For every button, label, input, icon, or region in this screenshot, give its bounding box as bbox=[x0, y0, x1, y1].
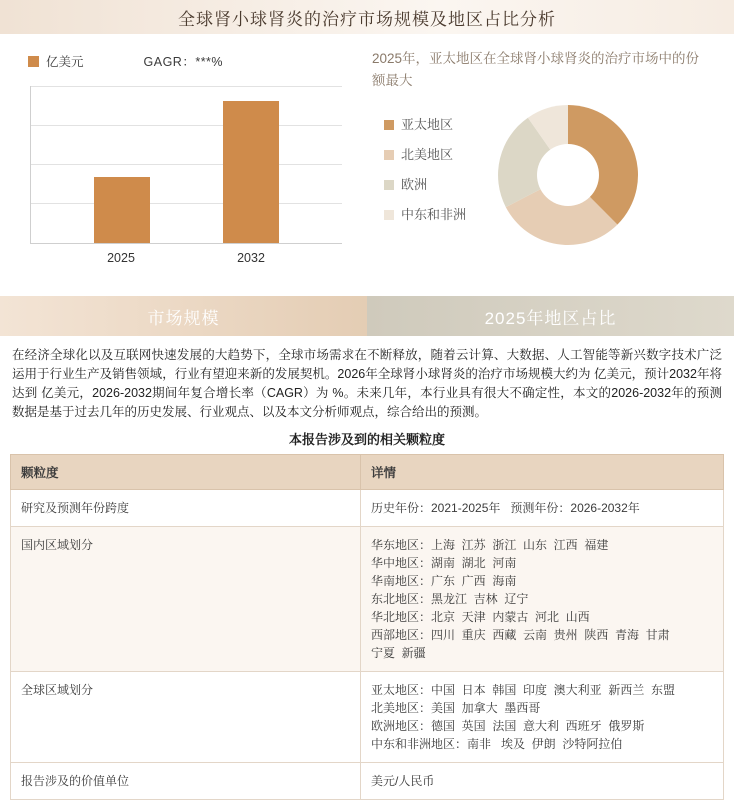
detail-line: 华东地区：上海 江苏 浙江 山东 江西 福建 bbox=[371, 538, 609, 552]
table-header-granularity: 颗粒度 bbox=[11, 455, 361, 490]
bar-2025 bbox=[94, 177, 150, 243]
table-row bbox=[11, 527, 724, 672]
donut-caption: 2025年，亚太地区在全球肾小球肾炎的治疗市场中的份额最大 bbox=[372, 51, 700, 88]
row-detail-domestic-regions bbox=[361, 527, 724, 672]
donut-hole bbox=[537, 144, 599, 206]
detail-line: 东北地区：黑龙江 吉林 辽宁 bbox=[371, 592, 529, 606]
row-label-domestic-regions: 国内区域划分 bbox=[11, 527, 361, 672]
legend-label-mea: 中东和非洲 bbox=[401, 207, 467, 222]
bar-series bbox=[31, 86, 342, 243]
section-region-share: 2025年地区占比 bbox=[367, 296, 734, 336]
section-bars bbox=[0, 296, 734, 336]
donut-area bbox=[372, 100, 724, 250]
legend-item-north-america bbox=[384, 146, 487, 163]
table-row bbox=[11, 672, 724, 763]
detail-line: 历史年份：2021-2025年 预测年份：2026-2032年 bbox=[371, 501, 640, 515]
legend-item-mea bbox=[384, 206, 487, 223]
cagr-annotation: GAGR：***% bbox=[143, 55, 224, 69]
legend-swatch-icon bbox=[384, 150, 394, 160]
row-detail-value-unit bbox=[361, 763, 724, 800]
section-market-size: 市场规模 bbox=[0, 296, 367, 336]
detail-line: 亚太地区：中国 日本 韩国 印度 澳大利亚 新西兰 东盟 bbox=[371, 683, 676, 697]
legend-swatch-icon bbox=[384, 210, 394, 220]
detail-line: 北美地区：美国 加拿大 墨西哥 bbox=[371, 701, 541, 715]
x-tick-2032: 2032 bbox=[237, 251, 265, 265]
bar-chart bbox=[0, 34, 360, 296]
row-detail-years bbox=[361, 490, 724, 527]
table-row bbox=[11, 763, 724, 800]
row-label-value-unit: 报告涉及的价值单位 bbox=[11, 763, 361, 800]
table-header-detail: 详情 bbox=[361, 455, 724, 490]
detail-line: 中东和非洲地区：南非 埃及 伊朗 沙特阿拉伯 bbox=[371, 737, 623, 751]
bar-2032 bbox=[223, 101, 279, 243]
table-header-row bbox=[11, 455, 724, 490]
bar-chart-legend bbox=[16, 52, 344, 70]
legend-item-series bbox=[28, 52, 84, 70]
legend-label-asia-pacific: 亚太地区 bbox=[401, 117, 454, 132]
table-title: 本报告涉及到的相关颗粒度 bbox=[288, 432, 445, 447]
legend-label-north-america: 北美地区 bbox=[401, 147, 454, 162]
legend-label-europe: 欧洲 bbox=[401, 177, 428, 192]
detail-line: 美元/人民币 bbox=[371, 774, 435, 788]
legend-swatch-icon bbox=[384, 180, 394, 190]
detail-line: 华中地区：湖南 湖北 河南 bbox=[371, 556, 517, 570]
detail-line: 华北地区：北京 天津 内蒙古 河北 山西 bbox=[371, 610, 590, 624]
detail-line: 欧洲地区：德国 英国 法国 意大利 西班牙 俄罗斯 bbox=[371, 719, 645, 733]
granularity-table bbox=[10, 454, 724, 800]
legend-swatch-icon bbox=[384, 120, 394, 130]
legend-item-europe bbox=[384, 176, 487, 193]
bar-x-axis bbox=[30, 251, 342, 265]
row-label-years: 研究及预测年份跨度 bbox=[11, 490, 361, 527]
page-header bbox=[0, 0, 734, 34]
detail-line: 华南地区：广东 广西 海南 bbox=[371, 574, 517, 588]
detail-line: 宁夏 新疆 bbox=[371, 646, 426, 660]
legend-label-series: 亿美元 bbox=[46, 55, 84, 69]
row-label-global-regions: 全球区域划分 bbox=[11, 672, 361, 763]
table-row bbox=[11, 490, 724, 527]
page-title: 全球肾小球肾炎的治疗市场规模及地区占比分析 bbox=[178, 9, 556, 29]
legend-item-asia-pacific bbox=[384, 116, 487, 133]
charts-region bbox=[0, 34, 734, 296]
x-tick-2025: 2025 bbox=[107, 251, 135, 265]
summary-paragraph: 在经济全球化以及互联网快速发展的大趋势下，全球市场需求在不断释放，随着云计算、大数据、人工智能等新兴数字技术广泛运用于行业生产及销售领域，行业有望迎来新的发展契机。2026年全球肾小球肾炎的治疗市场规模大约为 亿美元，预计2032年将达到 亿美元，2026-2032期间年复合增长率（CAGR）为 %。未来几年，本行业具有很大不确定性，本文的2026-2032年的预测数据是基于过去几年的历史发展、行业观点、以及本文分析师观点，综合给出的预测。 bbox=[12, 348, 722, 419]
row-detail-global-regions bbox=[361, 672, 724, 763]
donut-chart bbox=[360, 34, 734, 296]
donut-legend bbox=[372, 100, 487, 250]
detail-line: 西部地区：四川 重庆 西藏 云南 贵州 陕西 青海 甘肃 bbox=[371, 628, 670, 642]
donut-graphic bbox=[493, 100, 643, 250]
bar-plot-area bbox=[30, 86, 342, 244]
legend-swatch-icon bbox=[28, 56, 39, 67]
